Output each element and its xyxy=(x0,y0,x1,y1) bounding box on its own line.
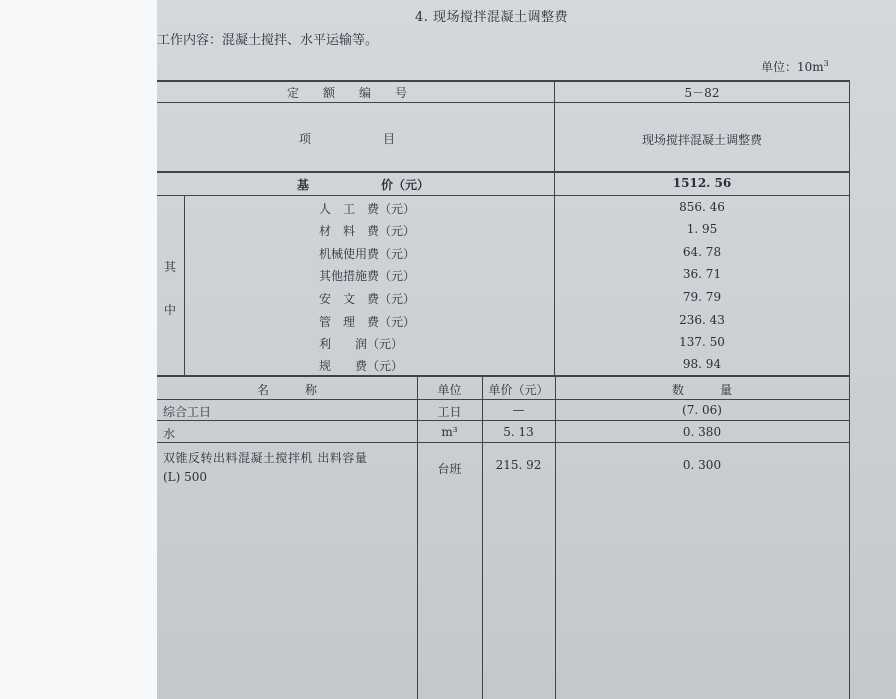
item-price: 5. 13 xyxy=(503,425,534,439)
work-content: 工作内容：混凝土搅拌、水平运输等。 xyxy=(157,33,379,48)
column-divider xyxy=(482,375,483,699)
item-name-continued: (L) 500 xyxy=(163,470,208,484)
cost-label: 规 费（元） xyxy=(319,359,404,373)
item-price: — xyxy=(512,403,525,417)
left-margin xyxy=(0,0,157,699)
base-price-value: 1512. 56 xyxy=(672,176,732,190)
item-label: 项 目 xyxy=(299,132,396,146)
table-rule xyxy=(157,102,849,103)
cost-value: 236. 43 xyxy=(679,313,725,327)
cost-value: 79. 79 xyxy=(682,290,722,304)
item-name: 综合工日 xyxy=(163,405,212,419)
cost-value: 64. 78 xyxy=(682,245,722,259)
column-divider xyxy=(417,375,418,699)
item-price: 215. 92 xyxy=(495,458,542,472)
column-divider xyxy=(184,195,185,375)
column-header-price: 单价（元） xyxy=(488,383,549,397)
table-rule xyxy=(157,375,849,377)
table-rule xyxy=(157,442,849,443)
unit-label: 单位：$10m^3$ xyxy=(761,59,829,74)
section-title: 4. 现场搅拌混凝土调整费 xyxy=(415,10,569,25)
cost-value: 137. 50 xyxy=(679,335,725,349)
code-value: 5－82 xyxy=(684,86,720,100)
table-top-border xyxy=(157,80,849,82)
item-name: 双锥反转出料混凝土搅拌机 出料容量 xyxy=(163,451,368,465)
qizhong-char-2: 中 xyxy=(164,303,177,317)
cost-label: 其他措施费（元） xyxy=(319,269,416,283)
table-rule xyxy=(157,171,849,173)
item-unit: 台班 xyxy=(437,462,462,476)
cost-label: 利 润（元） xyxy=(319,337,404,351)
code-label: 定 额 编 号 xyxy=(287,86,408,100)
table-rule xyxy=(157,399,849,400)
item-unit: m³ xyxy=(441,425,458,439)
cost-value: 1. 95 xyxy=(686,222,718,236)
table-rule xyxy=(157,195,849,196)
item-qty: 0. 380 xyxy=(682,425,722,439)
cost-label: 管 理 费（元） xyxy=(319,315,416,329)
column-divider xyxy=(555,375,556,699)
cost-value: 856. 46 xyxy=(679,200,725,214)
cost-label: 材 料 费（元） xyxy=(319,224,416,238)
column-header-name: 名 称 xyxy=(256,383,317,397)
column-header-qty: 数 量 xyxy=(671,383,732,397)
item-qty: 0. 300 xyxy=(682,458,722,472)
cost-value: 98. 94 xyxy=(682,357,722,371)
item-qty: (7. 06) xyxy=(682,403,722,417)
cost-value: 36. 71 xyxy=(682,267,722,281)
cost-label: 安 文 费（元） xyxy=(319,292,416,306)
cost-label: 人 工 费（元） xyxy=(319,202,416,216)
document-page xyxy=(157,0,896,699)
item-unit: 工日 xyxy=(437,405,462,419)
item-name: 水 xyxy=(163,427,176,441)
column-header-unit: 单位 xyxy=(437,383,462,397)
cost-label: 机械使用费（元） xyxy=(319,247,416,261)
base-price-label: 基 价（元） xyxy=(297,178,430,192)
table-rule xyxy=(157,420,849,421)
table-right-border xyxy=(849,80,850,699)
qizhong-char-1: 其 xyxy=(164,260,177,274)
item-value: 现场搅拌混凝土调整费 xyxy=(641,133,762,147)
